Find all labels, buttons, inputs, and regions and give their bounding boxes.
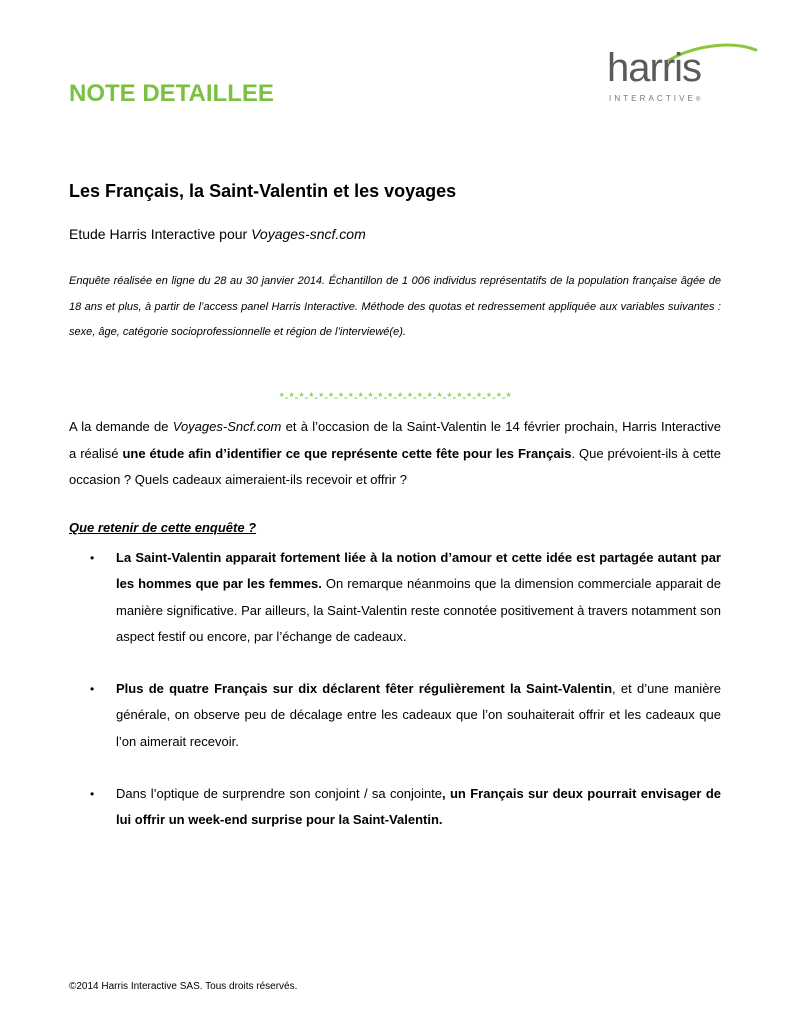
list-item: • Plus de quatre Français sur dix déclarent fêter régulièrement la Saint-Valentin, et d’une manière générale, on observe peu de décalage entre les cadeaux que l’on souhaiterait offrir et les cadeaux que l’on aimerait recevoir. — [69, 676, 721, 755]
list-item: • Dans l’optique de surprendre son conjoint / sa conjointe, un Français sur deux pourrait envisager de lui offrir un week-end surprise pour la Saint-Valentin. — [69, 781, 721, 834]
separator-line: *-*-*-*-*-*-*-*-*-*-*-*-*-*-*-*-*-*-*-*-*-*-*-* — [279, 390, 512, 404]
subtitle-client: Voyages-sncf.com — [251, 226, 366, 242]
list-item: • La Saint-Valentin apparait fortement liée à la notion d’amour et cette idée est partagée autant par les hommes que par les femmes. On remarque néanmoins que la dimension commerciale apparait de manière significative. Par ailleurs, la Saint-Valentin reste connotée positivement à travers notamment son aspect festif ou encore, par l’échange de cadeaux. — [69, 545, 721, 650]
bullet-icon: • — [90, 682, 95, 697]
methodology-note: Enquête réalisée en ligne du 28 au 30 janvier 2014. Échantillon de 1 006 individus représentatifs de la population française âgée de 18 ans et plus, à partir de l’access panel Harris Interactive. Méthode des quotas et redressement appliquée aux variables suivantes : sexe, âge, catégorie socioprofessionnelle et région de l’interviewé(e). — [69, 275, 721, 338]
logo-subtitle: INTERACTIVE® — [609, 94, 701, 103]
key-findings-list — [69, 545, 721, 834]
subtitle-prefix: Etude Harris Interactive pour — [69, 226, 252, 242]
bullet-icon: • — [90, 787, 95, 802]
intro-client: Voyages-Sncf.com — [172, 419, 282, 434]
intro-bold: une étude afin d’identifier ce que représente cette fête pour les Français — [122, 445, 572, 461]
section-heading: Que retenir de cette enquête ? — [69, 520, 257, 535]
footer-copyright: ©2014 Harris Interactive SAS. Tous droits réservés. — [69, 981, 298, 992]
document-title: Les Français, la Saint-Valentin et les voyages — [69, 181, 457, 201]
intro-paragraph: A la demande de Voyages-Sncf.com et à l’occasion de la Saint-Valentin le 14 février prochain, Harris Interactive a réalisé une étude afin d’identifier ce que représente cette fête pour les Français. Que prévoient-ils à cette occasion ? Quels cadeaux aimeraient-ils recevoir et offrir ? — [69, 419, 722, 487]
harris-interactive-logo — [606, 40, 758, 106]
document-subtitle — [69, 226, 366, 242]
bullet-icon: • — [90, 551, 95, 565]
logo-word: harris — [607, 46, 702, 90]
note-title: NOTE DETAILLEE — [69, 80, 274, 107]
